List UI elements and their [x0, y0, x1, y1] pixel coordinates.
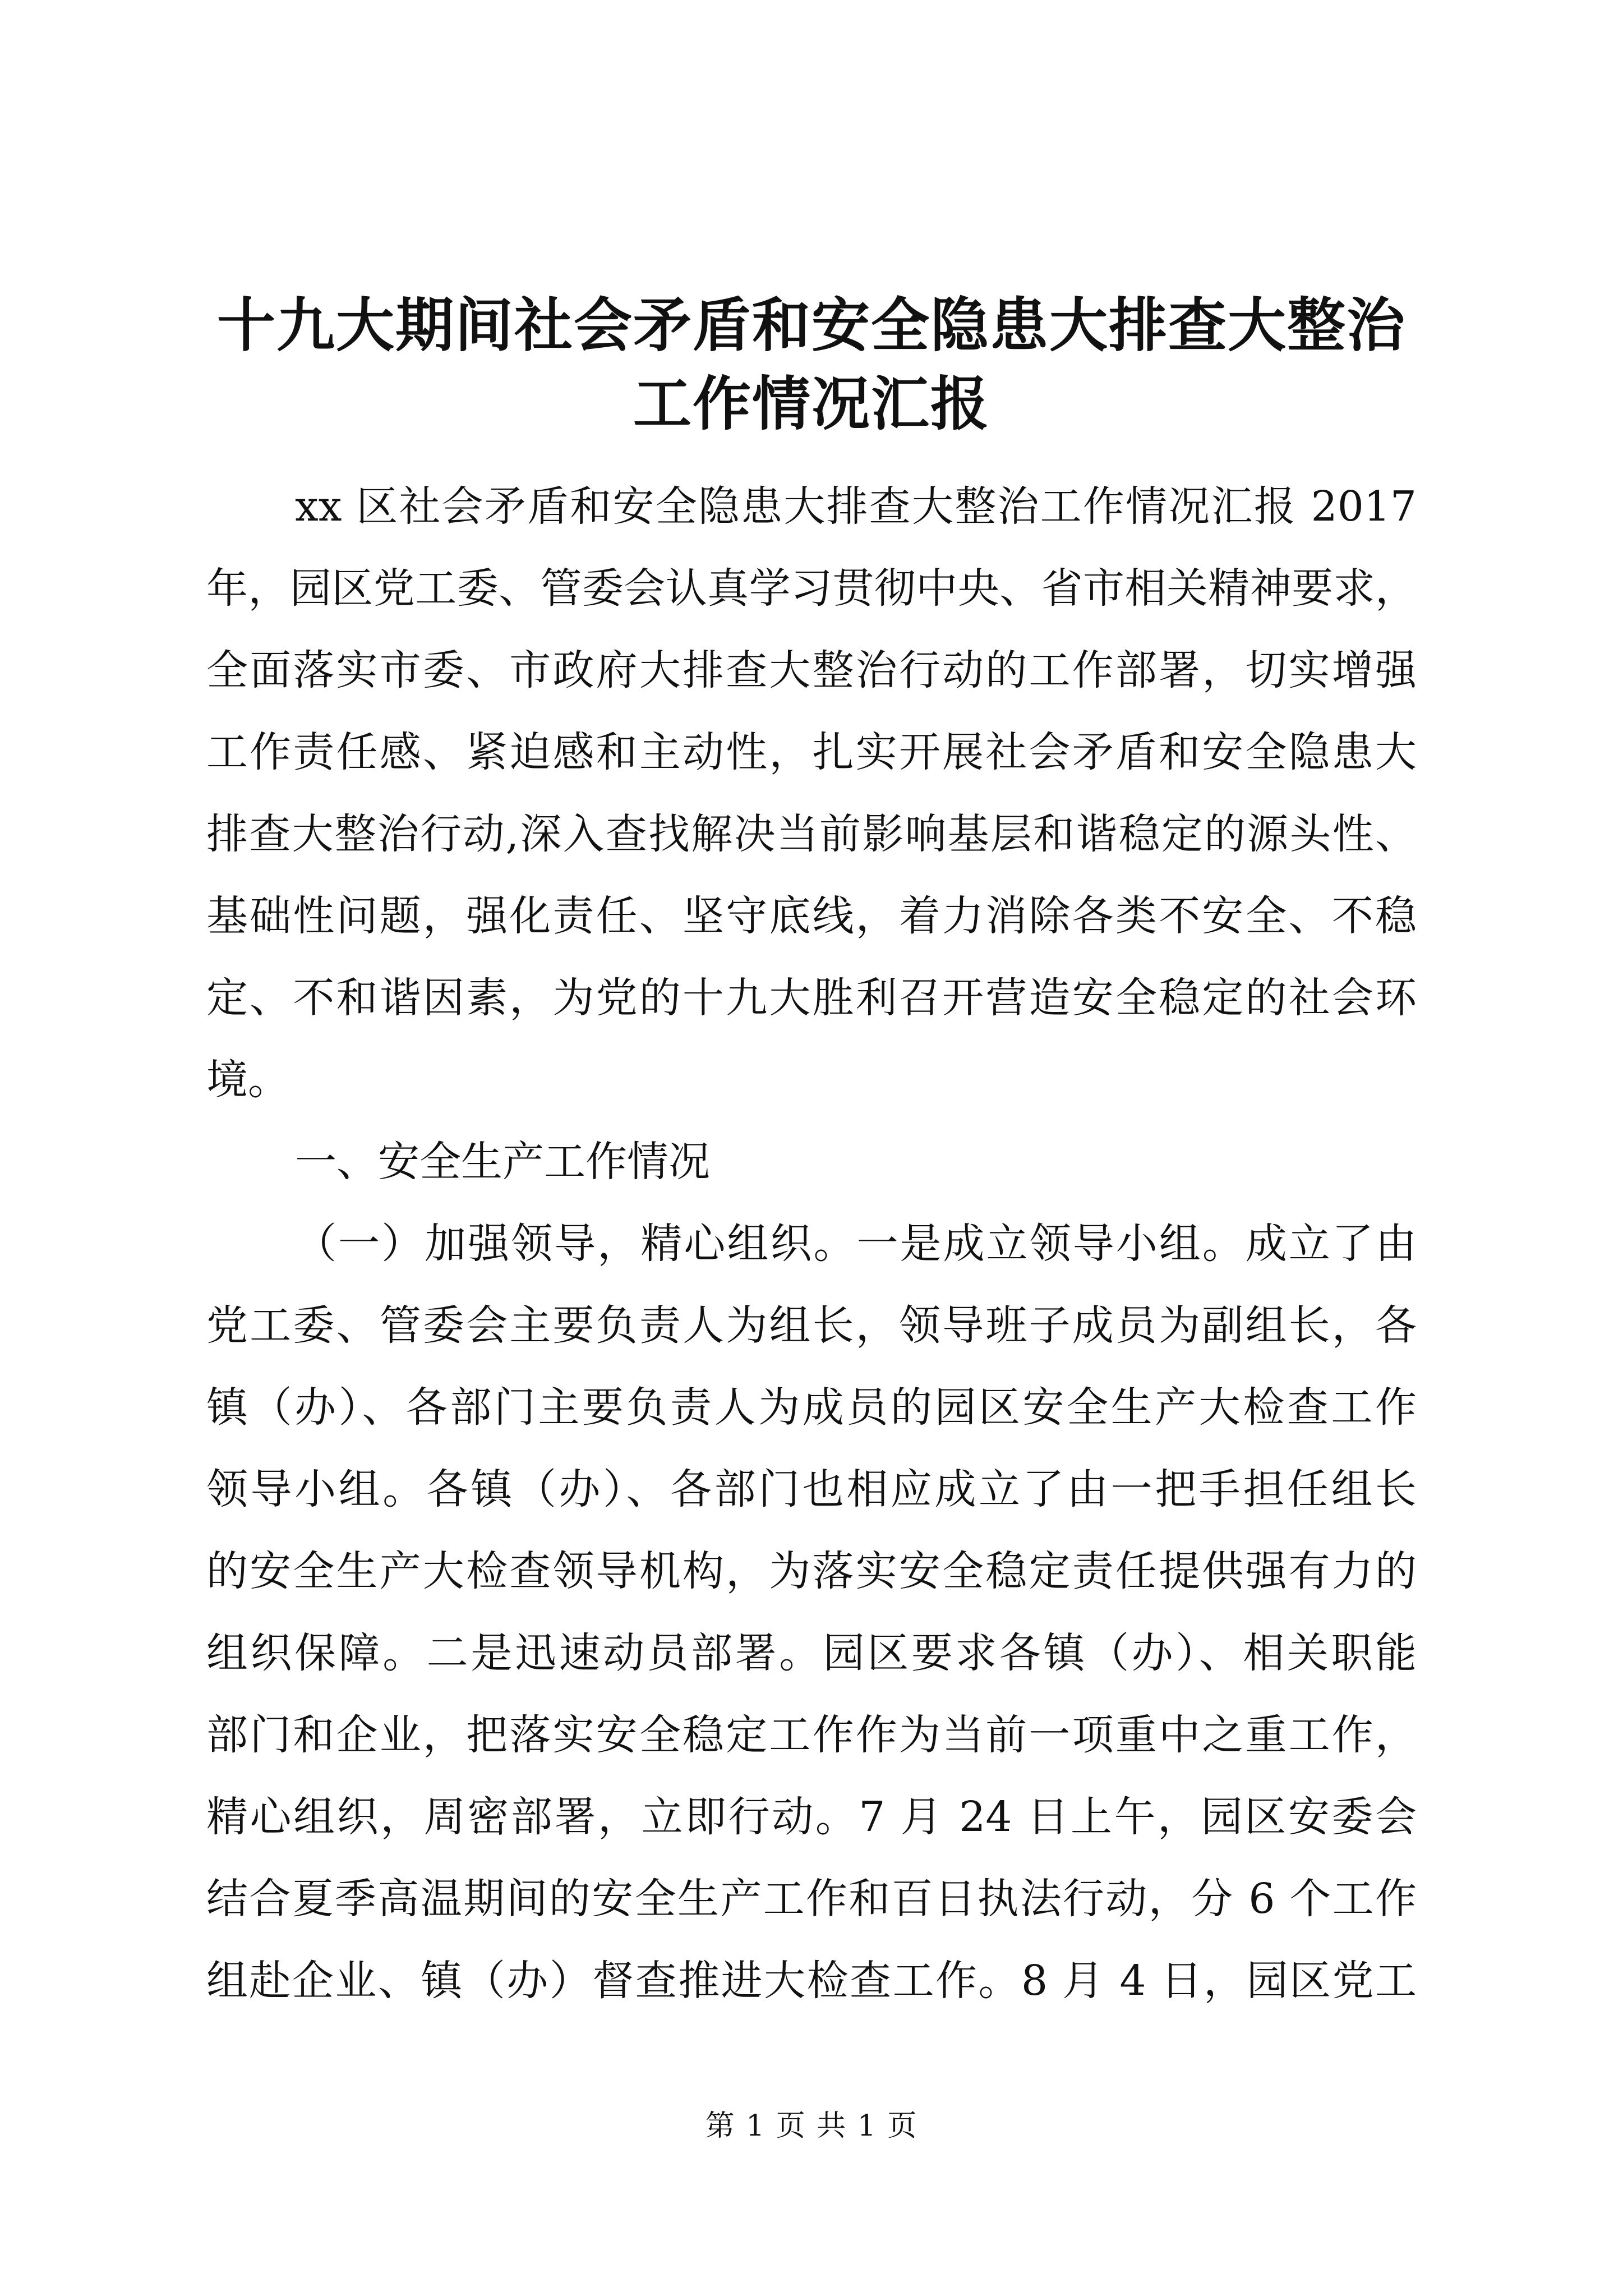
body-text-line: 定、不和谐因素，为党的十九大胜利召开营造安全稳定的社会环 [206, 974, 1417, 1022]
document-title-line-2: 工作情况汇报 [633, 369, 990, 438]
section-heading: 一、安全生产工作情况 [295, 1138, 710, 1186]
body-text-line: 党工委、管委会主要负责人为组长，领导班子成员为副组长，各 [206, 1301, 1417, 1350]
body-text-line: xx 区社会矛盾和安全隐患大排查大整治工作情况汇报 2017 [295, 482, 1417, 531]
body-text-line: 部门和企业，把落实安全稳定工作作为当前一项重中之重工作， [206, 1711, 1417, 1759]
body-text-line: 基础性问题，强化责任、坚守底线，着力消除各类不安全、不稳 [206, 892, 1417, 940]
body-text-line: 年，园区党工委、管委会认真学习贯彻中央、省市相关精神要求， [206, 564, 1417, 613]
body-text-line: 结合夏季高温期间的安全生产工作和百日执法行动，分 6 个工作 [206, 1875, 1417, 1923]
document-title-line-1: 十九大期间社会矛盾和安全隐患大排查大整治 [216, 291, 1406, 360]
body-text-line: 精心组织，周密部署，立即行动。7 月 24 日上午，园区安委会 [206, 1793, 1417, 1841]
body-text-line: 镇（办）、各部门主要负责人为成员的园区安全生产大检查工作 [206, 1383, 1417, 1432]
body-text-line: 排查大整治行动,深入查找解决当前影响基层和谐稳定的源头性、 [206, 810, 1417, 858]
body-text-line: 境。 [206, 1056, 289, 1104]
body-text-line: 全面落实市委、市政府大排查大整治行动的工作部署，切实增强 [206, 646, 1417, 694]
body-text-line: （一）加强领导，精心组织。一是成立领导小组。成立了由 [295, 1220, 1417, 1268]
page-footer: 第 1 页 共 1 页 [705, 2109, 918, 2143]
body-text-line: 的安全生产大检查领导机构，为落实安全稳定责任提供强有力的 [206, 1547, 1417, 1595]
body-text-line: 组赴企业、镇（办）督查推进大检查工作。8 月 4 日，园区党工 [206, 1957, 1417, 2005]
body-text-line: 领导小组。各镇（办）、各部门也相应成立了由一把手担任组长 [206, 1465, 1417, 1513]
body-text-line: 工作责任感、紧迫感和主动性，扎实开展社会矛盾和安全隐患大 [206, 728, 1417, 776]
body-text-line: 组织保障。二是迅速动员部署。园区要求各镇（办）、相关职能 [206, 1629, 1417, 1677]
